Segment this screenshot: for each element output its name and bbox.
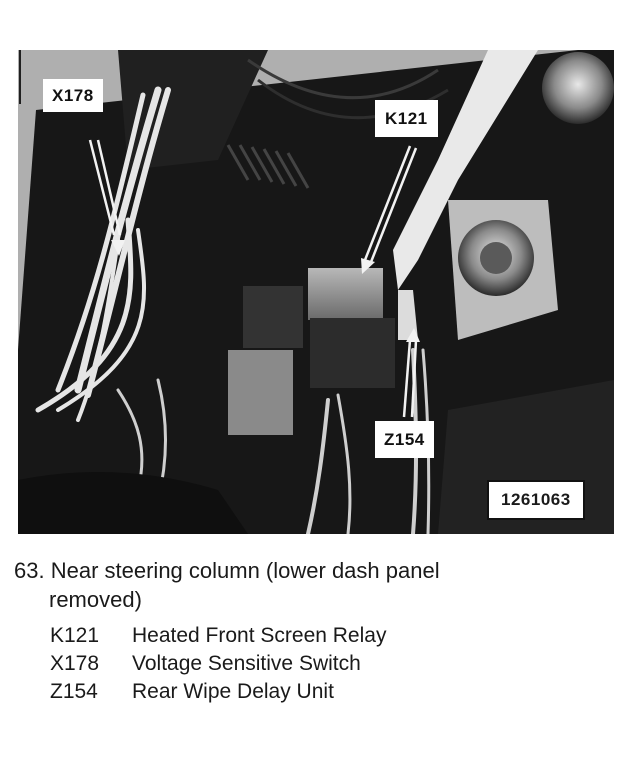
label-z154: Z154 <box>375 421 434 458</box>
caption-number: 63. <box>14 558 45 583</box>
caption-line-2: removed) <box>49 587 142 612</box>
legend-row <box>50 622 386 650</box>
label-x178: X178 <box>43 79 103 112</box>
component-legend <box>50 622 386 706</box>
legend-description: Voltage Sensitive Switch <box>132 652 361 675</box>
label-k121: K121 <box>375 100 438 137</box>
figure-caption <box>14 556 614 614</box>
legend-code: Z154 <box>50 680 98 703</box>
legend-row <box>50 650 386 678</box>
legend-description: Heated Front Screen Relay <box>132 624 387 647</box>
figure-number: 1261063 <box>487 480 585 520</box>
caption-line-1: Near steering column (lower dash panel <box>50 558 440 583</box>
legend-code: X178 <box>50 652 100 675</box>
legend-row <box>50 678 386 706</box>
legend-description: Rear Wipe Delay Unit <box>132 680 334 703</box>
dash-photo <box>18 50 614 534</box>
dash-photo-illustration <box>18 50 614 534</box>
legend-code: K121 <box>50 624 100 647</box>
